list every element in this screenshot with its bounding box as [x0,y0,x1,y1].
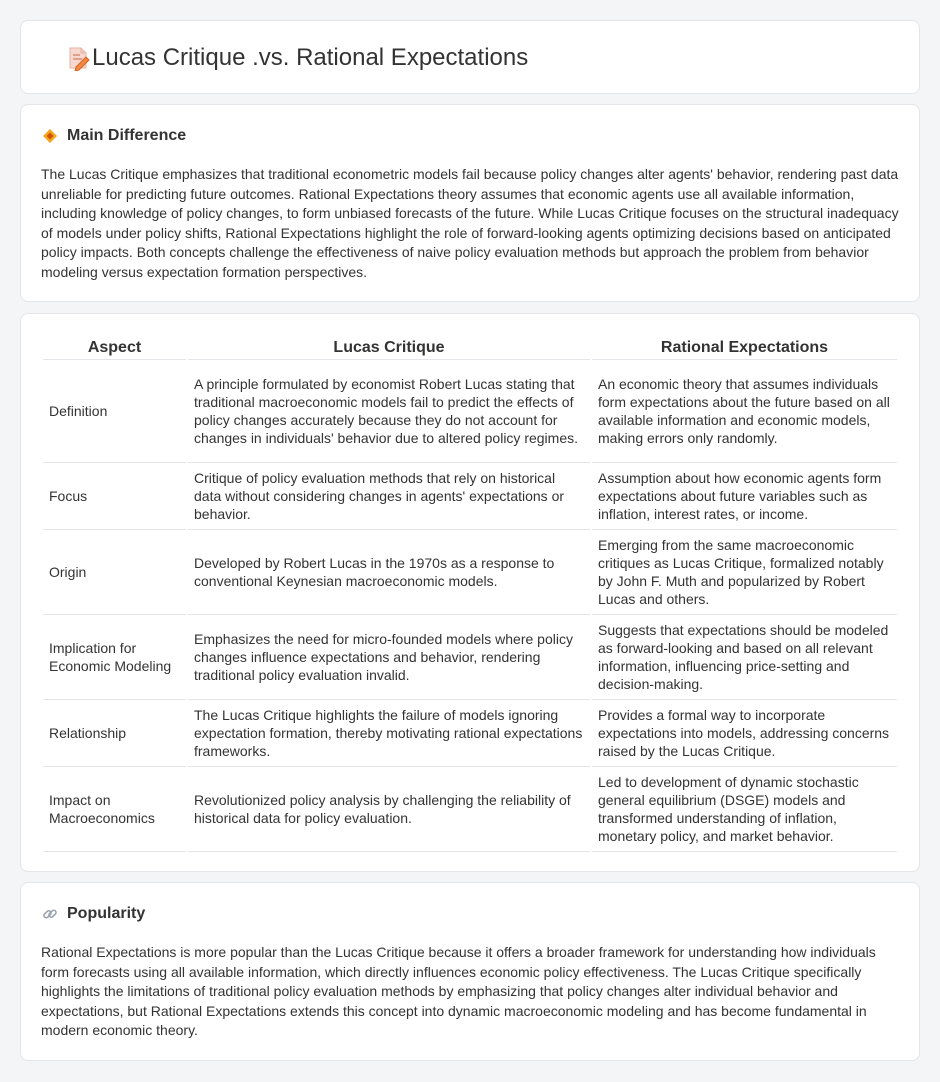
table-header-row [43,336,897,360]
table-row [43,360,897,463]
page-title: Lucas Critique .vs. Rational Expectations [92,44,529,71]
lucas-cell: Emphasizes the need for micro-founded models where policy changes influence expectations and behavior, rendering traditional policy evaluation invalid. [188,615,590,700]
aspect-cell: Focus [43,463,186,530]
header-lucas-critique: Lucas Critique [188,336,590,360]
rational-cell: An economic theory that assumes individuals form expectations about the future based on all available information and economic models, making errors only randomly. [592,360,897,463]
table-row [43,615,897,700]
main-difference-header [41,127,186,145]
lucas-cell: The Lucas Critique highlights the failure of models ignoring expectation formation, thereby motivating rational expectations frameworks. [188,700,590,767]
aspect-cell: Impact on Macroeconomics [43,767,186,852]
lucas-cell: A principle formulated by economist Robert Lucas stating that traditional macroeconomic models fail to predict the effects of policy changes accurately because they do not account for changes in individuals' behavior due to altered policy regimes. [188,360,590,463]
rational-cell: Led to development of dynamic stochastic general equilibrium (DSGE) models and transformed understanding of inflation, monetary policy, and market behavior. [592,767,897,852]
lucas-cell: Critique of policy evaluation methods that rely on historical data without considering changes in agents' expectations or behavior. [188,463,590,530]
comparison-table [41,336,899,852]
link-icon [41,905,59,923]
rational-cell: Emerging from the same macroeconomic critiques as Lucas Critique, formalized notably by John F. Muth and popularized by Robert Lucas and others. [592,530,897,615]
main-difference-card [20,104,920,302]
popularity-heading: Popularity [67,905,146,922]
rational-cell: Provides a formal way to incorporate expectations into models, addressing concerns raised by the Lucas Critique. [592,700,897,767]
popularity-card [20,882,920,1061]
diamond-icon [41,127,59,145]
lucas-cell: Revolutionized policy analysis by challenging the reliability of historical data for policy evaluation. [188,767,590,852]
table-row [43,700,897,767]
table-row [43,463,897,530]
lucas-cell: Developed by Robert Lucas in the 1970s as a response to conventional Keynesian macroeconomic models. [188,530,590,615]
table-row [43,767,897,852]
header-rational-expectations: Rational Expectations [592,336,897,360]
main-difference-text: The Lucas Critique emphasizes that traditional econometric models fail because policy changes alter agents' behavior, rendering past data unreliable for predicting future outcomes. Rational Expectations theory assumes that economic agents use all available information, including knowledge of policy changes, to form unbiased forecasts of the future. While Lucas Critique focuses on the structural inadequacy of models under policy shifts, Rational Expectations highlight the role of forward-looking agents optimizing decisions based on anticipated policy impacts. Both concepts challenge the effectiveness of naive policy evaluation methods but approach the problem from behavior modeling versus expectation formation perspectives. [41,166,899,280]
table-row [43,530,897,615]
title-card [20,20,920,94]
aspect-cell: Implication for Economic Modeling [43,615,186,700]
aspect-cell: Relationship [43,700,186,767]
comparison-card [20,313,920,872]
popularity-text: Rational Expectations is more popular than the Lucas Critique because it offers a broader framework for understanding how individuals form forecasts using all available information, which directly influences economic policy effectiveness. The Lucas Critique specifically highlights the limitations of traditional policy evaluation methods by emphasizing that policy changes alter individual behavior and expectations, but Rational Expectations extends this concept into dynamic macroeconomic modeling and has become fundamental in modern economic theory. [41,944,876,1039]
aspect-cell: Definition [43,360,186,463]
aspect-cell: Origin [43,530,186,615]
document-icon [65,45,91,71]
header-aspect: Aspect [43,336,186,360]
rational-cell: Suggests that expectations should be modeled as forward-looking and based on all relevant information, influencing price-setting and decision-making. [592,615,897,700]
rational-cell: Assumption about how economic agents form expectations about future variables such as inflation, interest rates, or income. [592,463,897,530]
main-difference-heading: Main Difference [67,127,187,144]
popularity-header [41,905,145,923]
